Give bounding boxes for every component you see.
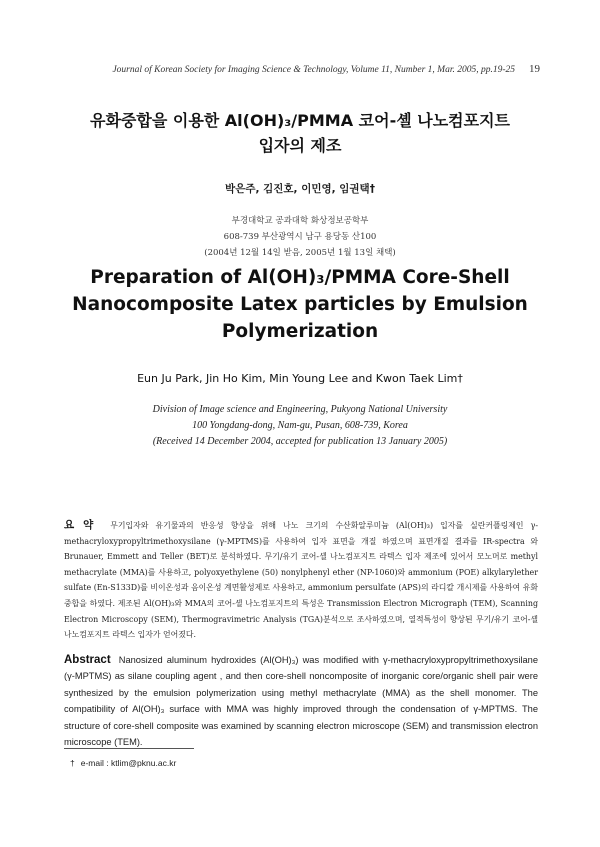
korean-received-dates: (2004년 12월 14일 받음, 2005년 1월 13일 채택): [204, 248, 396, 258]
footnote-symbol: †: [70, 758, 75, 768]
korean-affiliation: [40, 213, 560, 261]
korean-title: [40, 108, 560, 158]
english-abstract-label: Abstract: [64, 654, 111, 666]
korean-authors: 박은주, 김진호, 이민영, 임권택†: [225, 183, 375, 195]
english-title: [40, 264, 560, 345]
footnote-email[interactable]: e-mail : ktlim@pknu.ac.kr: [80, 758, 177, 768]
korean-affiliation-line-1: 부경대학교 공과대학 화상정보공학부: [231, 216, 369, 226]
english-affiliation-line-2: 100 Yongdang-dong, Nam-gu, Pusan, 608-739, Korea: [192, 420, 408, 431]
english-title-line-2: Nanocomposite Latex particles by Emulsion: [72, 294, 528, 315]
english-title-line-3: Polymerization: [221, 321, 379, 342]
english-title-line-1: Preparation of Al(OH)₃/PMMA Core-Shell: [90, 267, 510, 288]
korean-title-line-2: 입자의 제조: [258, 136, 342, 155]
english-authors: Eun Ju Park, Jin Ho Kim, Min Young Lee and Kwon Taek Lim†: [137, 372, 463, 385]
english-affiliation: [40, 402, 560, 450]
english-abstract: [64, 652, 538, 750]
footnote-divider: [64, 748, 194, 749]
page-number: 19: [529, 63, 540, 75]
korean-abstract-label: 요약: [64, 519, 103, 531]
korean-abstract-text: 무기입자와 유기물과의 반응성 향상을 위해 나노 크기의 수산화알루미늄 (Al(OH)₃) 입자를 실란커플링제인 γ-methacryloxypropyltrimethoxysilane (γ-MPTMS)를 사용하여 입자 표면을 개질 하였으며 표면개질 결과를 IR-spectra 와 Brunauer, Emmett and Teller (BET)로 분석하였다. 무기/유기 코어-셸 나노컴포지트 라텍스 입자 제조에 있어서 모노머로 methyl methacrylate (MMA)를 사용하고, polyoxyethylene (50) nonylphenyl ether (NP-1060)와 ammonium (POE) alkylarylether sulfate (En-S133D)를 비이온성과 음이온성 계면활성제로 사용하고, ammonium persulfate (APS)의 라디칼 개시제를 사용하여 유화중합을 하였다. 제조된 Al(OH)₃와 MMA의 코어-셸 나노컴포지트의 특성은 Transmission Electron Micrograph (TEM), Scanning Electron Microscopy (SEM), Thermogravimetric Analysis (TGA)분석으로 조사하였으며, 열적특성이 향상된 무기/유기 코어-셸 나노컴포지트 라텍스 입자가 얻어졌다.: [64, 521, 538, 640]
english-received-dates: (Received 14 December 2004, accepted for publication 13 January 2005): [152, 436, 448, 447]
footnote: [70, 758, 470, 768]
running-head: [60, 63, 540, 75]
journal-citation: Journal of Korean Society for Imaging Science & Technology, Volume 11, Number 1, Mar. 2005, pp.19-25: [112, 65, 515, 75]
korean-abstract: [64, 518, 538, 643]
korean-title-line-1: 유화중합을 이용한 Al(OH)₃/PMMA 코어-셸 나노컴포지트: [90, 111, 510, 130]
korean-affiliation-line-2: 608-739 부산광역시 남구 용당동 산100: [223, 232, 377, 242]
english-affiliation-line-1: Division of Image science and Engineering, Pukyong National University: [152, 404, 448, 415]
english-abstract-text: Nanosized aluminum hydroxides (Al(OH)₃) was modified with γ-methacryloxypropyltrimethoxysilane (γ-MPTMS) as silane coupling agent , and then core-shell noncomposite of inorganic core/organic shell pair were synthesized by the emulsion polymerization using methyl methacrylate (MMA) as the shell monomer. The compatibility of Al(OH)₃ surface with MMA was highly improved through the condensation of γ-MPTMS. The structure of core-shell composite was examined by scanning electron microscope (SEM) and transmission electron microscope (TEM).: [64, 655, 538, 748]
